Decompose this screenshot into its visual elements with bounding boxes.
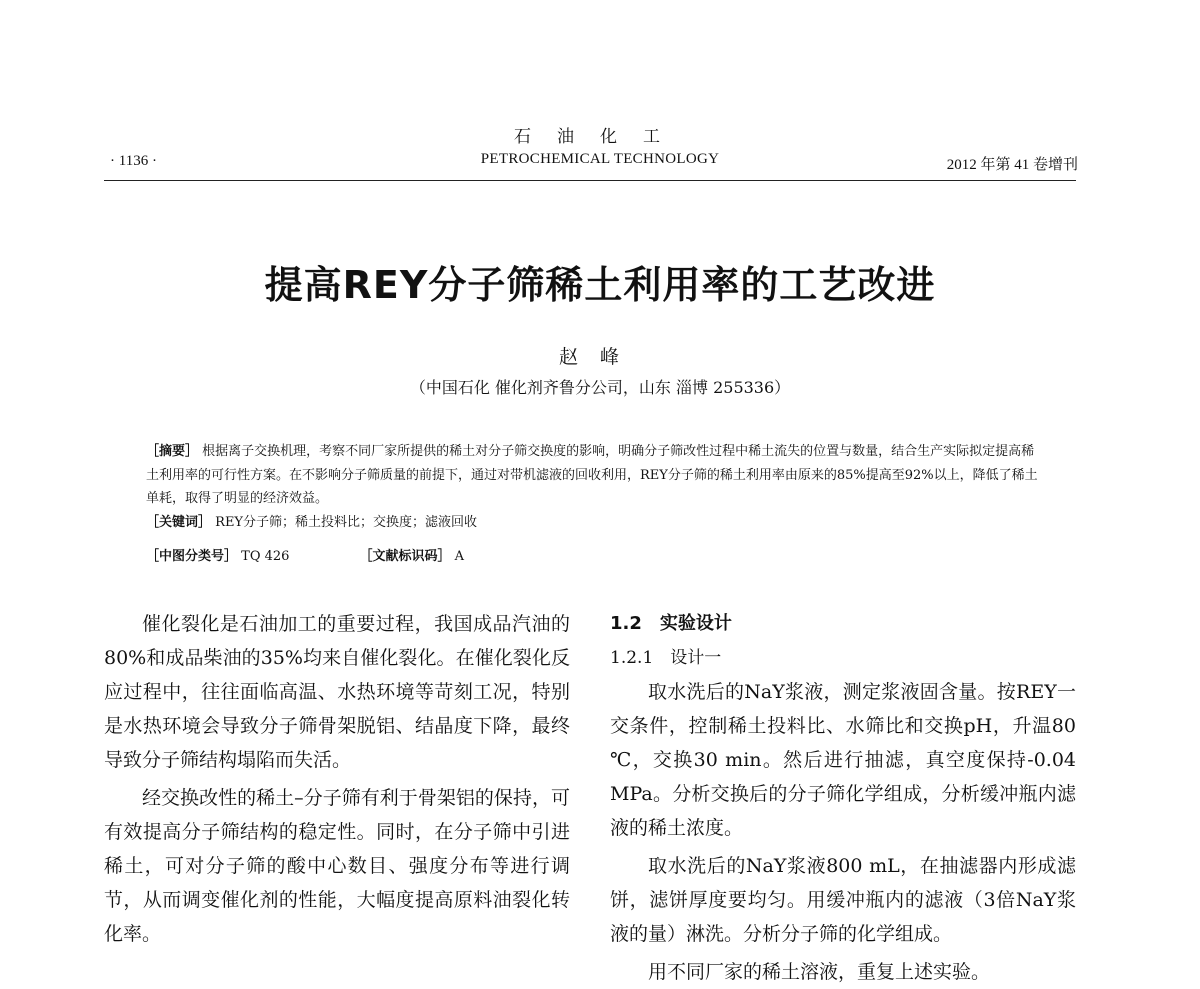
- body-paragraph: 催化裂化是石油加工的重要过程，我国成品汽油的80%和成品柴油的35%均来自催化裂化。在催化裂化反应过程中，往往面临高温、水热环境等苛刻工况，特别是水热环境会导致分子筛骨架脱铝、结晶度下降，最终导致分子筛结构塌陷而失活。: [104, 613, 570, 771]
- body-paragraph: 经交换改性的稀土–分子筛有利于骨架铝的保持，可有效提高分子筛结构的稳定性。同时，在分子筛中引进稀土，可对分子筛的酸中心数目、强度分布等进行调节，从而调变催化剂的性能，大幅度提高原料油裂化转化率。: [104, 787, 570, 945]
- header-rule: [104, 180, 1076, 181]
- body-left-column: [104, 607, 570, 951]
- article-title: 提高REY分子筛稀土利用率的工艺改进: [264, 263, 936, 307]
- page-number: · 1136 ·: [110, 153, 157, 169]
- keywords-text: REY分子筛；稀土投料比；交换度；滤液回收: [215, 514, 478, 530]
- doc-code-value: A: [454, 549, 464, 564]
- abstract-block: [146, 440, 1046, 534]
- body-right-column: [610, 607, 1076, 989]
- abstract-paragraph: [146, 440, 1046, 511]
- body-paragraph: 取水洗后的NaY浆液，测定浆液固含量。按REY一交条件，控制稀土投料比、水筛比和交换pH，升温80 ℃，交换30 min。然后进行抽滤，真空度保持-0.04 MPa。分析交换后的分子筛化学组成，分析缓冲瓶内滤液的稀土浓度。: [610, 681, 1076, 839]
- body-paragraph: 用不同厂家的稀土溶液，重复上述实验。: [648, 961, 991, 983]
- keywords-label: ［关键词］: [146, 514, 212, 530]
- author-name: 赵峰: [558, 346, 641, 368]
- doc-code-label: ［文献标识码］: [359, 549, 451, 564]
- keywords-line: [146, 511, 1046, 535]
- subsection-heading: 1.2.1 设计一: [610, 648, 722, 668]
- section-heading: 1.2 实验设计: [610, 613, 732, 634]
- clc-label: ［中图分类号］: [146, 549, 238, 564]
- abstract-label: ［摘要］: [146, 444, 199, 459]
- clc-value: TQ 426: [241, 549, 290, 564]
- abstract-text: 根据离子交换机理，考察不同厂家所提供的稀土对分子筛交换度的影响，明确分子筛改性过程中稀土流失的位置与数量，结合生产实际拟定提高稀土利用率的可行性方案。在不影响分子筛质量的前提下，通过对带机滤液的回收利用，REY分子筛的稀土利用率由原来的85%提高至92%以上，降低了稀土单耗，取得了明显的经济效益。: [146, 444, 1038, 506]
- journal-name-english: PETROCHEMICAL TECHNOLOGY: [480, 151, 720, 167]
- issue-info: 2012 年第 41 卷增刊: [946, 157, 1078, 173]
- author-affiliation: （中国石化 催化剂齐鲁分公司，山东 淄博 255336）: [409, 378, 791, 397]
- classification-line: [146, 545, 464, 564]
- journal-name-chinese: 石油化工: [514, 127, 686, 147]
- body-paragraph: 取水洗后的NaY浆液800 mL，在抽滤器内形成滤饼，滤饼厚度要均匀。用缓冲瓶内的滤液（3倍NaY浆液的量）淋洗。分析分子筛的化学组成。: [610, 855, 1076, 945]
